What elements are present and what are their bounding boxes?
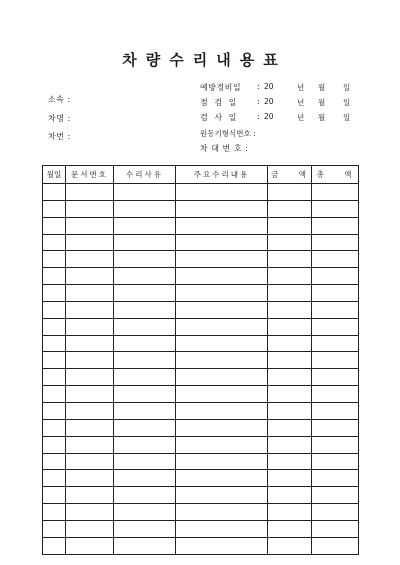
table-cell[interactable] [43,453,66,470]
table-cell[interactable] [43,200,66,217]
table-cell[interactable] [66,470,114,487]
table-cell[interactable] [114,335,176,352]
table-cell[interactable] [312,352,359,369]
table-row [43,487,359,504]
table-cell[interactable] [114,537,176,554]
day-unit: 일 [343,83,351,92]
table-cell[interactable] [114,369,176,386]
header-document-number: 문서번호 [66,166,114,184]
year-prefix: 20 [264,82,274,91]
table-cell[interactable] [66,234,114,251]
table-cell[interactable] [312,200,359,217]
table-cell[interactable] [114,402,176,419]
table-row [43,402,359,419]
table-cell[interactable] [66,318,114,335]
table-cell[interactable] [176,251,268,268]
table-cell[interactable] [312,184,359,201]
table-cell[interactable] [114,453,176,470]
year-unit: 년 [297,113,305,122]
table-cell[interactable] [66,386,114,403]
header-main-repair-content: 주요수리내용 [176,166,268,184]
table-cell[interactable] [114,217,176,234]
table-row [43,504,359,521]
table-cell[interactable] [312,470,359,487]
table-cell[interactable] [176,352,268,369]
table-cell[interactable] [66,352,114,369]
table-cell[interactable] [43,352,66,369]
colon: : [257,82,260,91]
table-cell[interactable] [114,251,176,268]
table-cell[interactable] [268,352,312,369]
table-cell[interactable] [66,537,114,554]
colon: : [257,112,260,121]
table-row [43,352,359,369]
table-cell[interactable] [43,487,66,504]
table-cell[interactable] [268,386,312,403]
table-row [43,470,359,487]
car-number-label: 차번 : [48,132,71,141]
table-cell[interactable] [43,285,66,302]
table-cell[interactable] [114,184,176,201]
date-label: 예방정비일 [200,83,242,92]
table-cell[interactable] [66,487,114,504]
table-cell[interactable] [312,504,359,521]
table-cell[interactable] [66,436,114,453]
table-cell[interactable] [312,537,359,554]
table-cell[interactable] [176,335,268,352]
table-cell[interactable] [268,453,312,470]
table-cell[interactable] [66,419,114,436]
table-cell[interactable] [66,217,114,234]
table-cell[interactable] [268,285,312,302]
table-cell[interactable] [176,369,268,386]
table-cell[interactable] [268,537,312,554]
table-cell[interactable] [268,184,312,201]
header-total-amount: 총 액 [312,166,359,184]
table-cell[interactable] [268,436,312,453]
table-cell[interactable] [176,520,268,537]
table-cell[interactable] [66,453,114,470]
table-cell[interactable] [66,184,114,201]
table-cell[interactable] [268,487,312,504]
table-cell[interactable] [43,470,66,487]
table-cell[interactable] [114,352,176,369]
table-cell[interactable] [43,234,66,251]
table-cell[interactable] [312,453,359,470]
table-cell[interactable] [114,318,176,335]
table-cell[interactable] [176,184,268,201]
table-cell[interactable] [176,285,268,302]
table-cell[interactable] [114,520,176,537]
table-row [43,200,359,217]
table-cell[interactable] [43,318,66,335]
month-unit: 월 [318,98,326,107]
table-cell[interactable] [268,251,312,268]
table-row [43,318,359,335]
table-cell[interactable] [176,318,268,335]
table-cell[interactable] [114,487,176,504]
table-cell[interactable] [268,217,312,234]
table-cell[interactable] [43,504,66,521]
table-cell[interactable] [268,318,312,335]
table-cell[interactable] [43,520,66,537]
table-cell[interactable] [114,268,176,285]
table-cell[interactable] [268,504,312,521]
table-cell[interactable] [312,268,359,285]
table-cell[interactable] [268,301,312,318]
table-cell[interactable] [312,520,359,537]
document-title: 차량수리내용표 [122,51,287,69]
table-cell[interactable] [66,335,114,352]
table-row [43,251,359,268]
table-cell[interactable] [312,419,359,436]
table-row [43,386,359,403]
table-row [43,335,359,352]
header-date: 월일 [43,166,66,184]
header-amount: 금 액 [268,166,312,184]
table-cell[interactable] [66,520,114,537]
table-cell[interactable] [312,369,359,386]
table-cell[interactable] [43,369,66,386]
table-cell[interactable] [43,402,66,419]
table-row [43,234,359,251]
table-row [43,419,359,436]
table-row [43,301,359,318]
year-prefix: 20 [264,112,274,121]
table-cell[interactable] [312,301,359,318]
table-cell[interactable] [312,436,359,453]
table-cell[interactable] [114,436,176,453]
table-cell[interactable] [66,402,114,419]
table-cell[interactable] [176,386,268,403]
year-prefix: 20 [264,97,274,106]
table-row [43,436,359,453]
day-unit: 일 [343,98,351,107]
table-cell[interactable] [66,285,114,302]
table-cell[interactable] [176,436,268,453]
table-cell[interactable] [176,504,268,521]
table-cell[interactable] [268,369,312,386]
table-row [43,268,359,285]
table-cell[interactable] [268,470,312,487]
table-cell[interactable] [114,285,176,302]
table-cell[interactable] [312,318,359,335]
table-cell[interactable] [66,200,114,217]
table-cell[interactable] [43,268,66,285]
table-row [43,217,359,234]
table-cell[interactable] [66,251,114,268]
table-cell[interactable] [176,419,268,436]
table-row [43,184,359,201]
table-cell[interactable] [176,234,268,251]
table-cell[interactable] [114,386,176,403]
table-cell[interactable] [268,520,312,537]
table-header-row [43,166,359,184]
table-cell[interactable] [312,402,359,419]
table-cell[interactable] [43,436,66,453]
table-cell[interactable] [43,184,66,201]
month-unit: 월 [318,83,326,92]
table-cell[interactable] [114,470,176,487]
repair-record-table [42,165,359,555]
car-name-label: 차명 : [48,114,71,123]
table-cell[interactable] [114,419,176,436]
table-cell[interactable] [268,200,312,217]
day-unit: 일 [343,113,351,122]
header-repair-reason: 수리사유 [114,166,176,184]
table-cell[interactable] [176,537,268,554]
colon: : [257,97,260,106]
affiliation-label: 소속 : [48,95,71,104]
table-cell[interactable] [312,217,359,234]
table-cell[interactable] [114,504,176,521]
table-cell[interactable] [268,402,312,419]
table-cell[interactable] [114,200,176,217]
table-cell[interactable] [176,487,268,504]
table-cell[interactable] [43,335,66,352]
table-cell[interactable] [66,268,114,285]
table-cell[interactable] [312,234,359,251]
year-unit: 년 [297,83,305,92]
table-cell[interactable] [312,251,359,268]
table-cell[interactable] [66,301,114,318]
table-cell[interactable] [176,470,268,487]
table-cell[interactable] [114,301,176,318]
date-label: 검 사 일 [200,113,237,122]
table-cell[interactable] [114,234,176,251]
table-cell[interactable] [268,419,312,436]
table-cell[interactable] [312,487,359,504]
table-row [43,453,359,470]
table-row [43,285,359,302]
table-cell[interactable] [43,251,66,268]
table-cell[interactable] [43,217,66,234]
table-row [43,369,359,386]
table-cell[interactable] [312,285,359,302]
table-cell[interactable] [312,386,359,403]
table-cell[interactable] [268,234,312,251]
year-unit: 년 [297,98,305,107]
table-row [43,520,359,537]
table-cell[interactable] [176,268,268,285]
table-cell[interactable] [176,453,268,470]
table-cell[interactable] [43,419,66,436]
table-cell[interactable] [43,301,66,318]
table-cell[interactable] [312,335,359,352]
table-cell[interactable] [176,200,268,217]
table-cell[interactable] [66,369,114,386]
table-cell[interactable] [66,504,114,521]
table-cell[interactable] [176,301,268,318]
table-row [43,537,359,554]
table-cell[interactable] [176,402,268,419]
table-cell[interactable] [43,386,66,403]
chassis-number-label: 차 대 번 호 : [200,144,249,153]
table-cell[interactable] [268,268,312,285]
month-unit: 월 [318,113,326,122]
table-cell[interactable] [268,335,312,352]
engine-type-number-label: 원동기형식번호 : [200,129,256,138]
date-label: 점 검 일 [200,98,237,107]
table-cell[interactable] [176,217,268,234]
table-cell[interactable] [43,537,66,554]
